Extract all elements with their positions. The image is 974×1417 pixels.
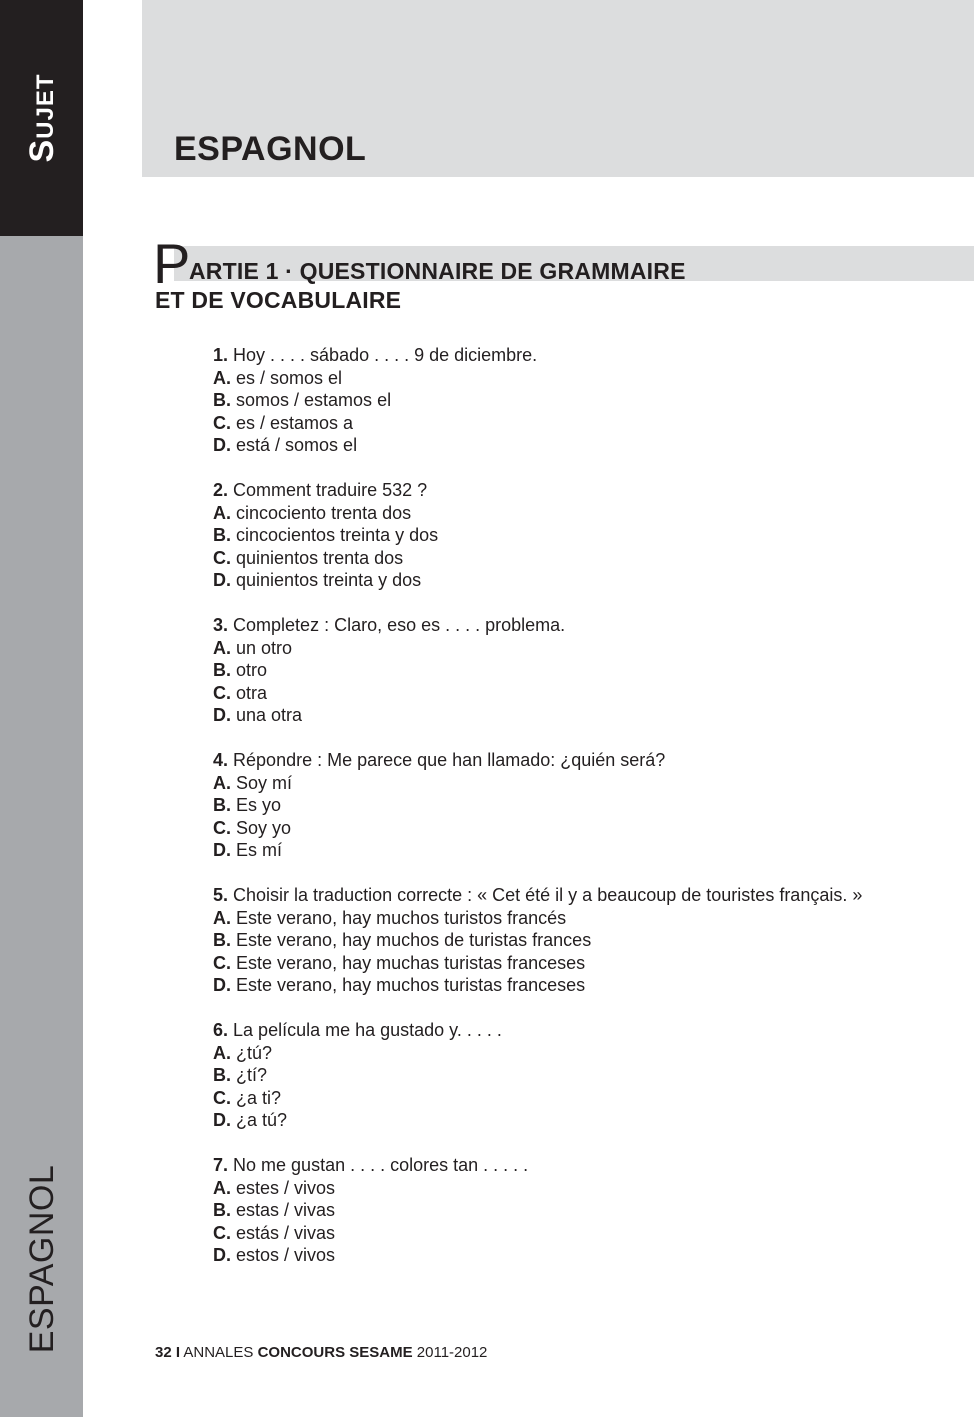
footer-annales: ANNALES bbox=[183, 1344, 254, 1361]
footer-concours: CONCOURS SESAME bbox=[257, 1344, 413, 1361]
question-stem bbox=[213, 344, 953, 367]
answer-option bbox=[213, 704, 953, 727]
option-letter: A. bbox=[213, 637, 231, 658]
answer-option bbox=[213, 682, 953, 705]
option-text: Es mí bbox=[236, 840, 283, 860]
option-text: Este verano, hay muchos turistos francés bbox=[236, 907, 567, 928]
option-letter: B. bbox=[213, 525, 231, 545]
answer-option bbox=[213, 547, 953, 570]
footer-years: 2011-2012 bbox=[416, 1344, 488, 1361]
option-letter: D. bbox=[213, 975, 231, 995]
question-item bbox=[213, 1154, 953, 1267]
answer-option bbox=[213, 817, 953, 840]
answer-option bbox=[213, 772, 953, 795]
question-number: 5. bbox=[213, 885, 229, 905]
question-text: Hoy . . . . sábado . . . . 9 de diciembre. bbox=[233, 345, 538, 365]
question-number: 6. bbox=[213, 1020, 229, 1040]
answer-option bbox=[213, 929, 953, 952]
answer-option bbox=[213, 1199, 953, 1222]
option-letter: A. bbox=[213, 772, 231, 793]
page-number: 32 bbox=[155, 1344, 172, 1361]
option-letter: D. bbox=[213, 435, 231, 455]
question-text: Comment traduire 532 ? bbox=[233, 480, 428, 500]
option-letter: B. bbox=[213, 795, 231, 815]
answer-option bbox=[213, 794, 953, 817]
answer-option bbox=[213, 434, 953, 457]
answer-option bbox=[213, 569, 953, 592]
answer-option bbox=[213, 1222, 953, 1245]
option-letter: C. bbox=[213, 1222, 231, 1243]
option-letter: B. bbox=[213, 1200, 231, 1220]
question-text: Completez : Claro, eso es . . . . problema. bbox=[233, 615, 566, 635]
part-drop-letter: P bbox=[153, 232, 191, 295]
question-item bbox=[213, 479, 953, 592]
option-letter: A. bbox=[213, 907, 231, 928]
question-item bbox=[213, 344, 953, 457]
option-letter: C. bbox=[213, 817, 231, 838]
option-letter: B. bbox=[213, 930, 231, 950]
answer-option bbox=[213, 659, 953, 682]
option-text: una otra bbox=[236, 705, 303, 725]
question-item bbox=[213, 749, 953, 862]
answer-option bbox=[213, 839, 953, 862]
question-text: No me gustan . . . . colores tan . . . . . bbox=[233, 1155, 529, 1175]
question-stem bbox=[213, 749, 953, 772]
option-text: es / somos el bbox=[236, 367, 343, 388]
option-text: quinientos treinta y dos bbox=[236, 570, 422, 590]
question-number: 2. bbox=[213, 480, 229, 500]
question-number: 7. bbox=[213, 1155, 229, 1175]
option-letter: C. bbox=[213, 412, 231, 433]
option-text: Soy mí bbox=[236, 772, 293, 793]
option-letter: C. bbox=[213, 547, 231, 568]
page-title: ESPAGNOL bbox=[174, 130, 367, 168]
answer-option bbox=[213, 637, 953, 660]
answer-option bbox=[213, 367, 953, 390]
option-letter: C. bbox=[213, 682, 231, 703]
option-text: un otro bbox=[236, 637, 293, 658]
answer-option bbox=[213, 952, 953, 975]
answer-option bbox=[213, 1177, 953, 1200]
question-item bbox=[213, 884, 953, 997]
option-text: cincocientos treinta y dos bbox=[236, 525, 439, 545]
question-item bbox=[213, 1019, 953, 1132]
part-title-line1: ARTIE 1 · QUESTIONNAIRE DE GRAMMAIRE bbox=[189, 258, 686, 284]
option-text: ¿a tú? bbox=[236, 1110, 288, 1130]
answer-option bbox=[213, 524, 953, 547]
answer-option bbox=[213, 502, 953, 525]
option-text: estás / vivas bbox=[236, 1222, 336, 1243]
option-text: estas / vivas bbox=[236, 1200, 336, 1220]
option-text: otra bbox=[236, 682, 268, 703]
option-text: cincociento trenta dos bbox=[236, 502, 412, 523]
option-text: estos / vivos bbox=[236, 1245, 336, 1265]
option-letter: C. bbox=[213, 1087, 231, 1108]
option-text: Soy yo bbox=[236, 817, 292, 838]
option-text: está / somos el bbox=[236, 435, 358, 455]
option-text: estes / vivos bbox=[236, 1177, 336, 1198]
option-letter: C. bbox=[213, 952, 231, 973]
question-text: La película me ha gustado y. . . . . bbox=[233, 1020, 502, 1040]
option-letter: B. bbox=[213, 1065, 231, 1085]
footer-separator: I bbox=[175, 1344, 181, 1361]
option-letter: B. bbox=[213, 390, 231, 410]
page-footer bbox=[155, 1344, 487, 1362]
option-letter: D. bbox=[213, 705, 231, 725]
question-number: 1. bbox=[213, 345, 229, 365]
option-text: ¿tú? bbox=[236, 1042, 273, 1063]
question-stem bbox=[213, 1019, 953, 1042]
option-letter: B. bbox=[213, 660, 231, 680]
option-letter: D. bbox=[213, 1110, 231, 1130]
option-text: es / estamos a bbox=[236, 412, 354, 433]
question-list bbox=[213, 344, 953, 1289]
question-text: Répondre : Me parece que han llamado: ¿quién será? bbox=[233, 750, 666, 770]
option-letter: A. bbox=[213, 1177, 231, 1198]
answer-option bbox=[213, 1109, 953, 1132]
part-title-line2: ET DE VOCABULAIRE bbox=[155, 287, 402, 313]
question-number: 3. bbox=[213, 615, 229, 635]
option-text: Este verano, hay muchos turistas franceses bbox=[236, 975, 586, 995]
option-letter: D. bbox=[213, 570, 231, 590]
answer-option bbox=[213, 1064, 953, 1087]
option-text: Es yo bbox=[236, 795, 282, 815]
question-stem bbox=[213, 884, 953, 907]
question-stem bbox=[213, 614, 953, 637]
answer-option bbox=[213, 1042, 953, 1065]
option-text: otro bbox=[236, 660, 268, 680]
sidebar-subject-label: ESPAGNOL bbox=[23, 1164, 61, 1354]
option-letter: D. bbox=[213, 840, 231, 860]
option-text: Este verano, hay muchas turistas franceses bbox=[236, 952, 586, 973]
question-text: Choisir la traduction correcte : « Cet été il y a beaucoup de touristes français. » bbox=[233, 885, 863, 905]
question-number: 4. bbox=[213, 750, 229, 770]
answer-option bbox=[213, 389, 953, 412]
answer-option bbox=[213, 907, 953, 930]
sidebar-sujet-label: Sujet bbox=[23, 73, 61, 163]
option-text: ¿tí? bbox=[236, 1065, 268, 1085]
answer-option bbox=[213, 974, 953, 997]
option-letter: A. bbox=[213, 367, 231, 388]
option-text: Este verano, hay muchos de turistas frances bbox=[236, 930, 592, 950]
answer-option bbox=[213, 412, 953, 435]
option-text: somos / estamos el bbox=[236, 390, 392, 410]
answer-option bbox=[213, 1087, 953, 1110]
answer-option bbox=[213, 1244, 953, 1267]
question-item bbox=[213, 614, 953, 727]
option-text: ¿a ti? bbox=[236, 1087, 282, 1108]
question-stem bbox=[213, 1154, 953, 1177]
question-stem bbox=[213, 479, 953, 502]
option-letter: A. bbox=[213, 1042, 231, 1063]
option-letter: D. bbox=[213, 1245, 231, 1265]
option-text: quinientos trenta dos bbox=[236, 547, 404, 568]
option-letter: A. bbox=[213, 502, 231, 523]
